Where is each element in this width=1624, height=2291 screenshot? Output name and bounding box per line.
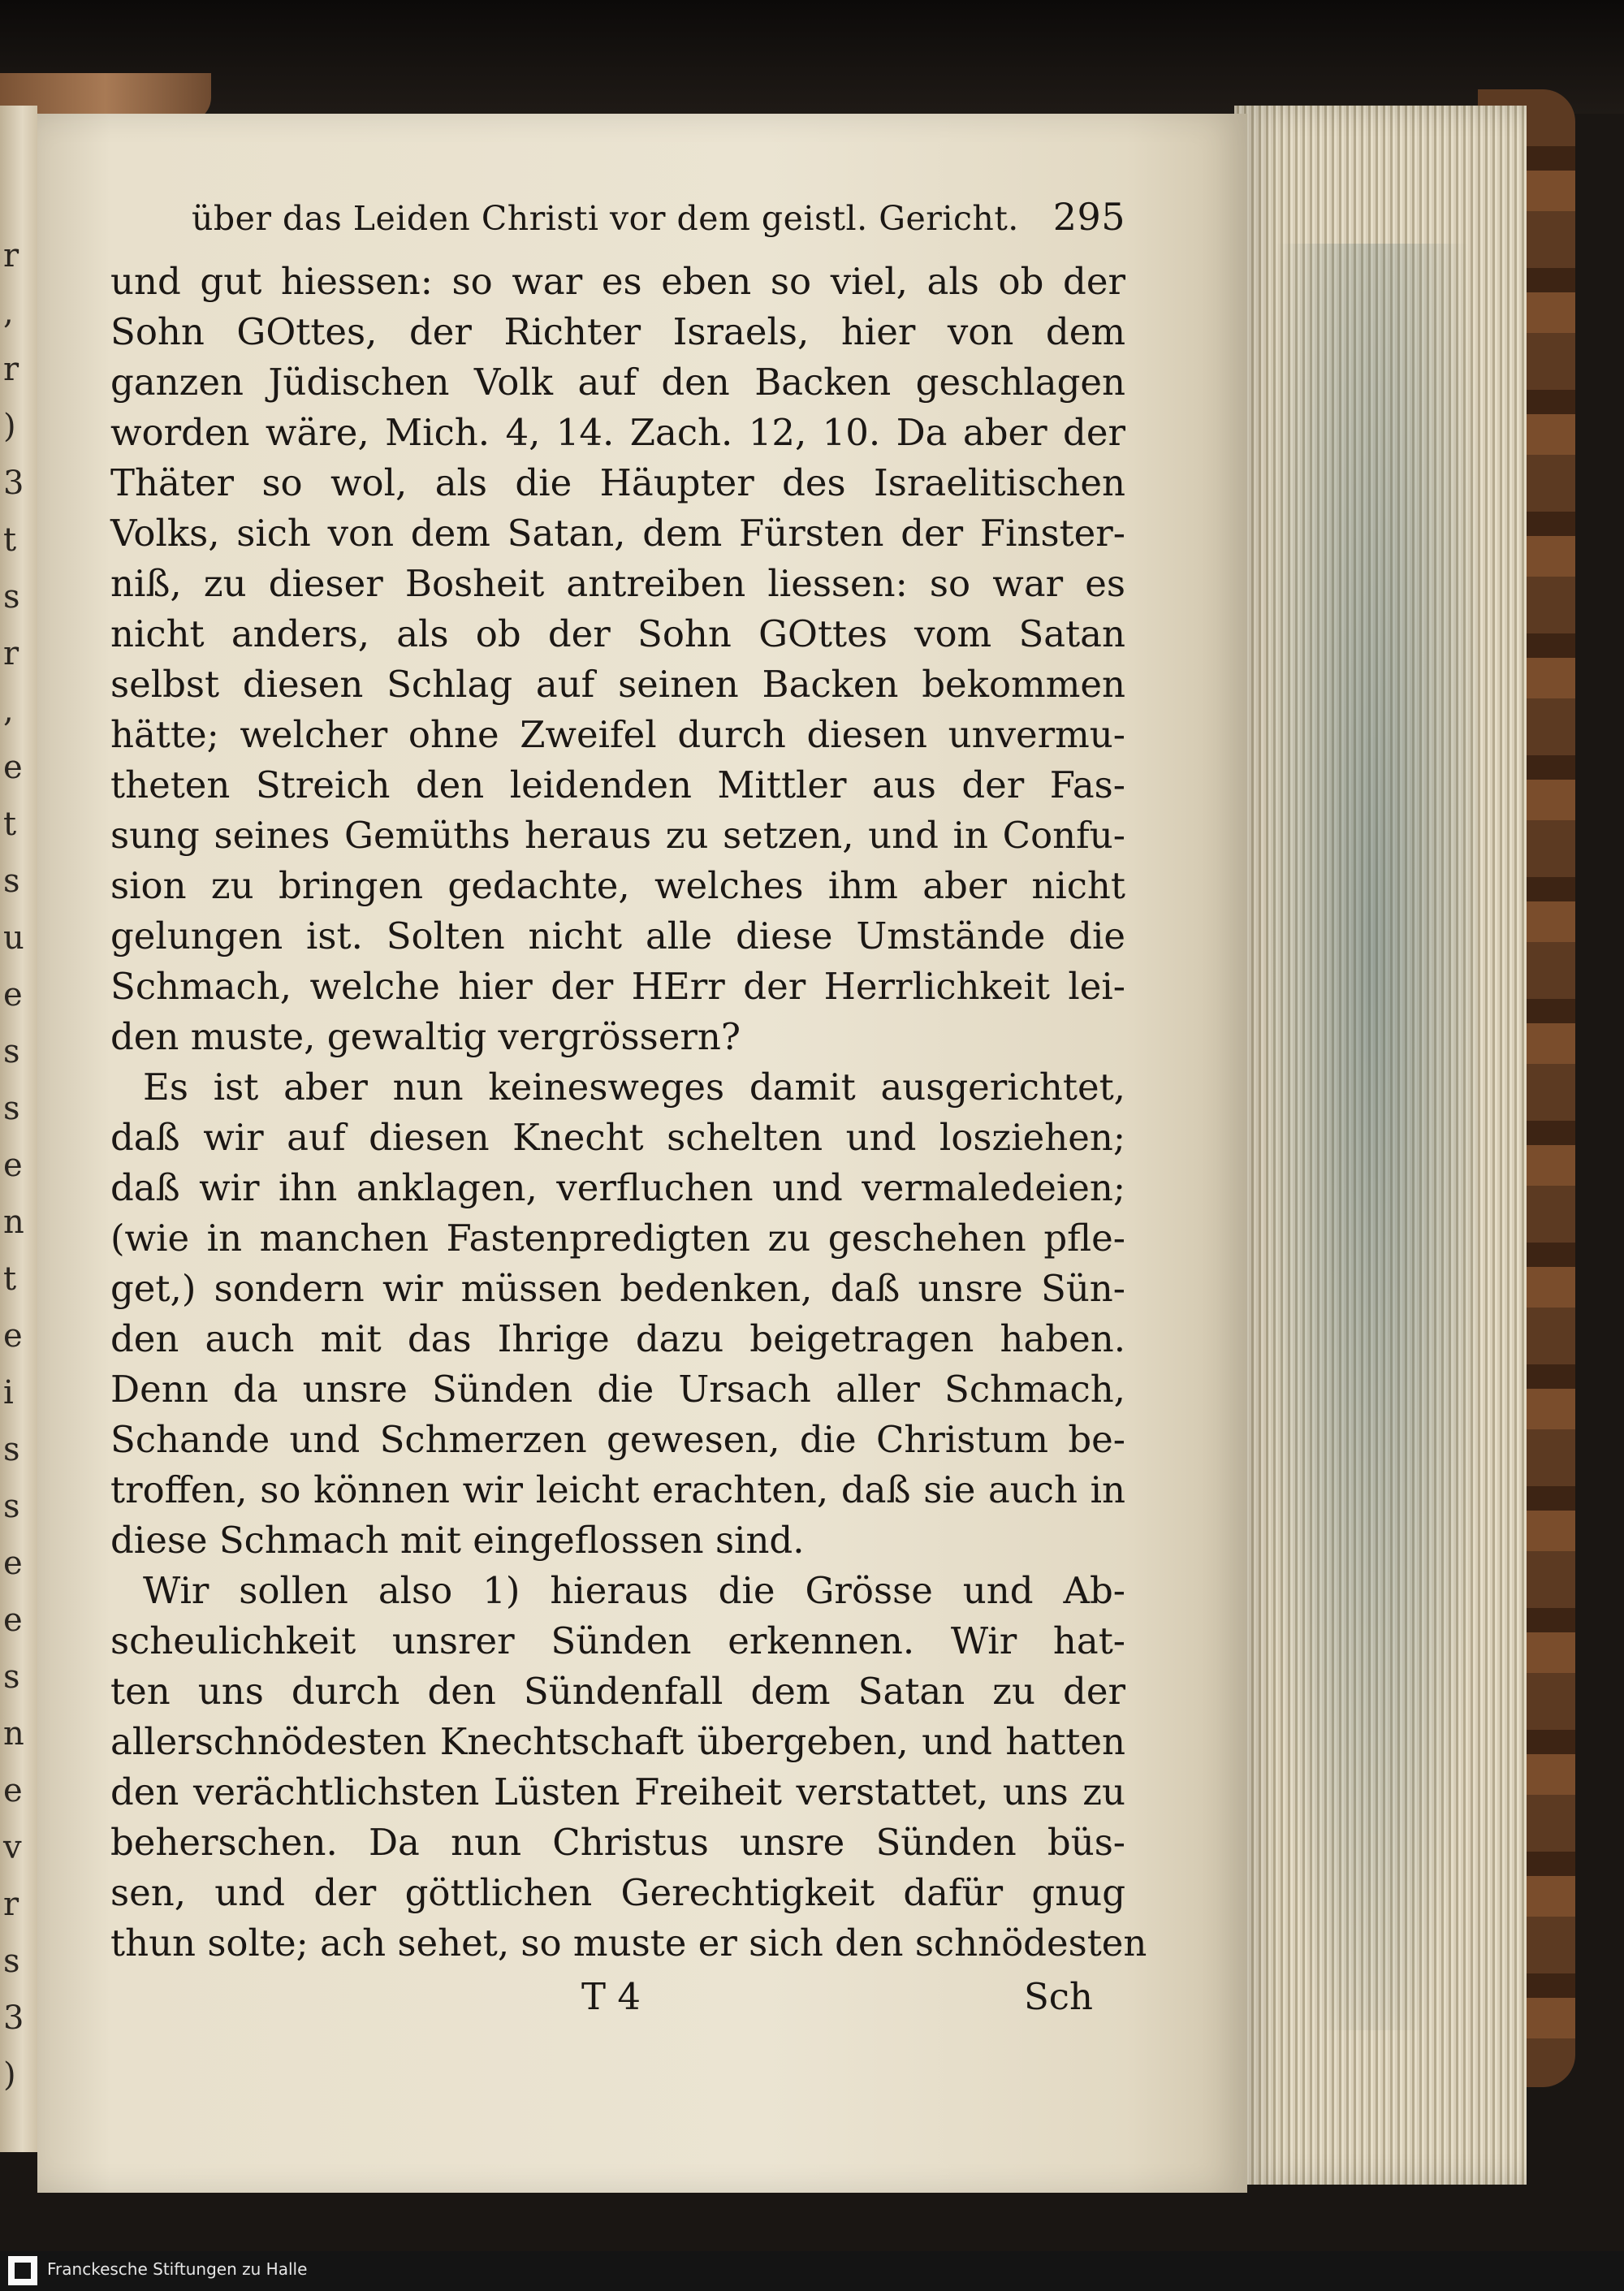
text-line: ten uns durch den Sündenfall dem Satan zu der — [110, 1670, 1125, 1713]
text-line: theten Streich den leidenden Mittler aus der Fas- — [110, 763, 1125, 806]
left-page-fragment: 3 — [3, 465, 24, 502]
text-line: sion zu bringen gedachte, welches ihm aber nicht — [110, 864, 1125, 907]
left-page-fragment: s — [3, 578, 20, 616]
text-line: sung seines Gemüths heraus zu setzen, und in Confu- — [110, 814, 1125, 857]
text-line: thun solte; ach sehet, so muste er sich den schnödesten — [110, 1921, 1147, 1965]
text-line: Schmach, welche hier der HErr der Herrlichkeit lei- — [110, 965, 1125, 1008]
text-line: worden wäre, Mich. 4, 14. Zach. 12, 10. Da aber der — [110, 411, 1125, 454]
text-line: scheulichkeit unsrer Sünden erkennen. Wir hat- — [110, 1619, 1125, 1662]
left-page-fragment: s — [3, 1033, 20, 1070]
credit-text: Franckesche Stiftungen zu Halle — [47, 2259, 308, 2279]
page-edge-stain — [1267, 244, 1478, 2030]
institution-logo-icon — [8, 2256, 37, 2285]
left-page-fragment: e — [3, 749, 23, 786]
left-page-fragment: ) — [3, 2056, 16, 2094]
text-line: sen, und der göttlichen Gerechtigkeit dafür gnug — [110, 1871, 1125, 1914]
left-page-fragment: r — [3, 237, 19, 274]
left-page-fragment: e — [3, 1147, 23, 1184]
text-line: selbst diesen Schlag auf seinen Backen bekommen — [110, 663, 1125, 706]
text-line: den verächtlichsten Lüsten Freiheit verstattet, uns zu — [110, 1770, 1125, 1813]
text-line: get,) sondern wir müssen bedenken, daß unsre Sün- — [110, 1267, 1125, 1310]
left-page-fragment: t — [3, 521, 17, 559]
left-page-fragment: s — [3, 1090, 20, 1127]
text-block — [110, 195, 1147, 2018]
left-page-fragment: i — [3, 1374, 14, 1411]
left-page-fragment: , — [3, 692, 14, 729]
left-page-fragment: r — [3, 1886, 19, 1923]
left-page-fragment: u — [3, 919, 24, 957]
running-head — [110, 195, 1125, 239]
body-text — [110, 257, 1147, 1969]
text-line: den muste, gewaltig vergrössern? — [110, 1015, 741, 1058]
text-line: gelungen ist. Solten nicht alle diese Umstände die — [110, 914, 1125, 957]
left-page-fragment: , — [3, 294, 14, 331]
background-top — [0, 0, 1624, 114]
page-footer — [110, 1975, 1125, 2018]
book-page — [37, 114, 1247, 2193]
left-page-fragment: r — [3, 635, 19, 672]
left-page-fragment: t — [3, 806, 17, 843]
left-page-fragment: n — [3, 1204, 24, 1241]
left-page-fragment: n — [3, 1715, 24, 1753]
left-page-fragment: 3 — [3, 1999, 24, 2037]
text-line: ganzen Jüdischen Volk auf den Backen geschlagen — [110, 361, 1125, 404]
text-line: niß, zu dieser Bosheit antreiben liessen: so war es — [110, 562, 1125, 605]
left-page-fragment: s — [3, 1943, 20, 1980]
text-line: Denn da unsre Sünden die Ursach aller Schmach, — [110, 1368, 1125, 1411]
text-line: beherschen. Da nun Christus unsre Sünden büs- — [110, 1821, 1125, 1864]
text-line: Volks, sich von dem Satan, dem Fürsten der Finster- — [110, 512, 1125, 555]
left-page-fragment: e — [3, 1545, 23, 1582]
text-line: Schande und Schmerzen gewesen, die Christum be- — [110, 1418, 1125, 1461]
left-page-fragment: e — [3, 1772, 23, 1809]
text-line: allerschnödesten Knechtschaft übergeben, und hatten — [110, 1720, 1125, 1763]
left-page-fragment: e — [3, 1317, 23, 1355]
text-line: nicht anders, als ob der Sohn GOttes vom Satan — [110, 612, 1125, 655]
left-page-fragment: s — [3, 862, 20, 900]
catchword: Sch — [1023, 1975, 1093, 2018]
text-line: (wie in manchen Fastenpredigten zu geschehen pfle- — [110, 1217, 1125, 1260]
text-line: diese Schmach mit eingeflossen sind. — [110, 1519, 805, 1562]
left-page-fragment: s — [3, 1431, 20, 1468]
text-line: hätte; welcher ohne Zweifel durch diesen unvermu- — [110, 713, 1125, 756]
left-page-fragment: s — [3, 1488, 20, 1525]
text-line: troffen, so können wir leicht erachten, daß sie auch in — [110, 1468, 1125, 1511]
text-line: daß wir ihn anklagen, verfluchen und vermaledeien; — [110, 1166, 1125, 1209]
text-line: den auch mit das Ihrige dazu beigetragen haben. — [110, 1317, 1125, 1360]
text-line: Wir sollen also 1) hieraus die Grösse und Ab- — [143, 1569, 1125, 1612]
text-line: daß wir auf diesen Knecht schelten und losziehen; — [110, 1116, 1125, 1159]
left-page-fragment: v — [3, 1829, 22, 1866]
page-number: 295 — [1052, 195, 1125, 239]
signature-mark: T 4 — [581, 1975, 641, 2018]
text-line: Es ist aber nun keinesweges damit ausgerichtet, — [143, 1066, 1125, 1109]
left-page-fragment: e — [3, 976, 23, 1014]
left-page-edge — [0, 106, 37, 2152]
left-page-fragment: r — [3, 351, 19, 388]
text-line: Thäter so wol, als die Häupter des Israelitischen — [110, 461, 1125, 504]
credit-bar — [0, 2251, 1624, 2291]
text-line: Sohn GOttes, der Richter Israels, hier von dem — [110, 310, 1125, 353]
left-page-fragment: ) — [3, 408, 16, 445]
left-page-fragment: t — [3, 1260, 17, 1298]
left-page-fragment: e — [3, 1602, 23, 1639]
left-page-fragment: s — [3, 1658, 20, 1696]
running-head-title: über das Leiden Christi vor dem geistl. Gericht. — [192, 199, 1019, 238]
left-page-fragments — [3, 227, 32, 2176]
text-line: und gut hiessen: so war es eben so viel, als ob der — [110, 260, 1125, 303]
